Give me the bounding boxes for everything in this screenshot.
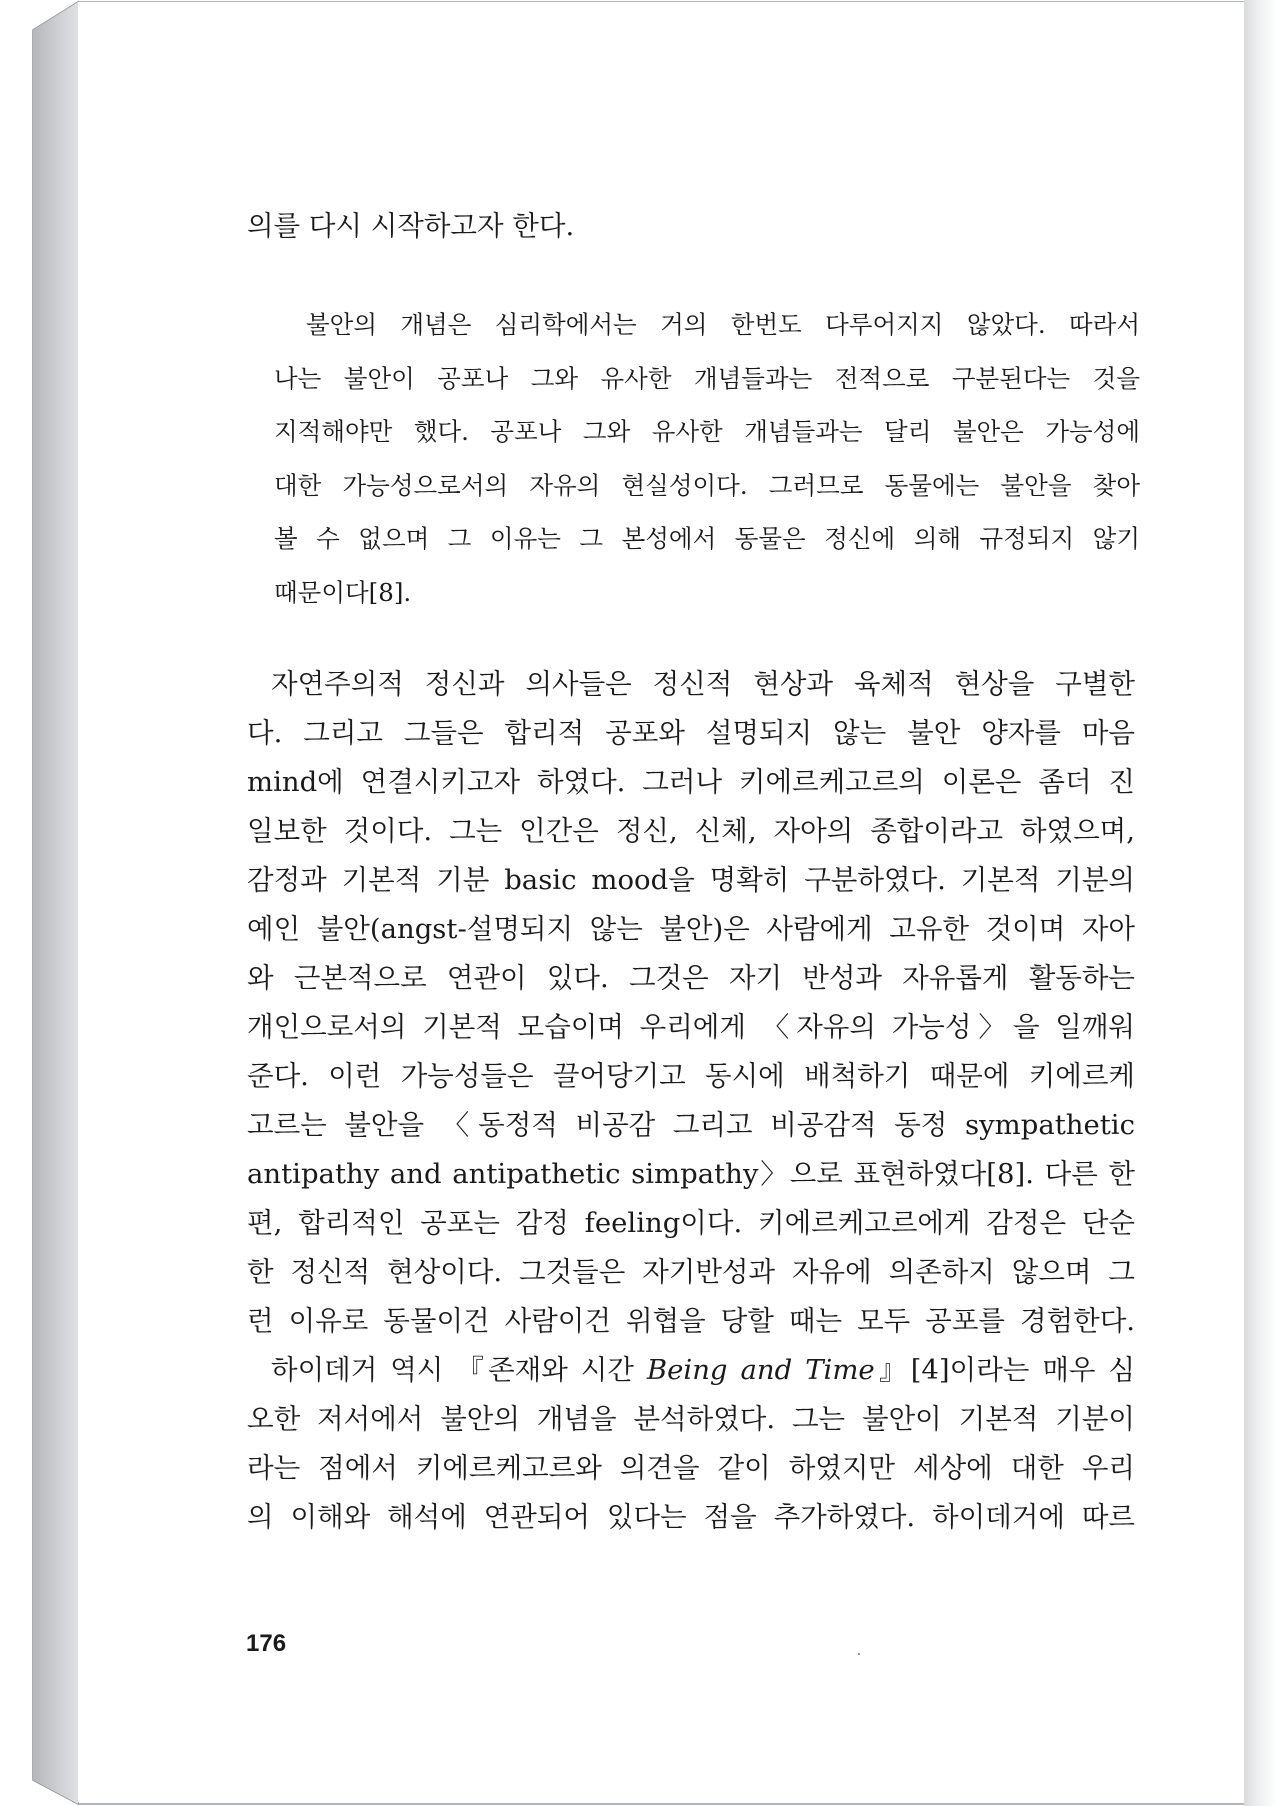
heidegger-line: [247, 1346, 1135, 1395]
heidegger-line-prefix: 하이데거 역시 『존재와 시간: [271, 1354, 647, 1386]
quote-line: 대한 가능성으로서의 자유의 현실성이다. 그러므로 동물에는 불안을 찾아: [274, 470, 1140, 500]
body-line: 준다. 이런 가능성들은 끌어당기고 동시에 배척하기 때문에 키에르케: [247, 1060, 1135, 1092]
body-line: 자연주의적 정신과 의사들은 정신적 현상과 육체적 현상을 구별한: [271, 668, 1135, 700]
body-line: 편, 합리적인 공포는 감정 feeling이다. 키에르케고르에게 감정은 단순: [247, 1207, 1135, 1239]
quote-line: 나는 불안이 공포나 그와 유사한 개념들과는 전적으로 구분된다는 것을: [274, 363, 1140, 393]
body-line: 라는 점에서 키에르케고르와 의견을 같이 하였지만 세상에 대한 우리: [247, 1452, 1135, 1484]
body-line: 의 이해와 해석에 연관되어 있다는 점을 추가하였다. 하이데거에 따르: [247, 1501, 1135, 1533]
page-number: 176: [246, 1630, 287, 1657]
body-line: 고르는 불안을 〈동정적 비공감 그리고 비공감적 동정 sympathetic: [247, 1109, 1135, 1141]
body-line: mind에 연결시키고자 하였다. 그러나 키에르케고르의 이론은 좀더 진: [247, 766, 1135, 798]
body-line: 한 정신적 현상이다. 그것들은 자기반성과 자유에 의존하지 않으며 그: [247, 1256, 1135, 1288]
body-line: 런 이유로 동물이건 사람이건 위협을 당할 때는 모두 공포를 경험한다.: [247, 1305, 1135, 1337]
body-line: 다. 그리고 그들은 합리적 공포와 설명되지 않는 불안 양자를 마음: [247, 717, 1135, 749]
quote-line: 불안의 개념은 심리학에서는 거의 한번도 다루어지지 않았다. 따라서: [306, 310, 1140, 339]
quote-line: 볼 수 없으며 그 이유는 그 본성에서 동물은 정신에 의해 규정되지 않기: [274, 524, 1140, 553]
body-line: 와 근본적으로 연관이 있다. 그것은 자기 반성과 자유롭게 활동하는: [247, 962, 1135, 994]
print-speck: [858, 1653, 860, 1655]
body-line: 감정과 기본적 기분 basic mood을 명확히 구분하였다. 기본적 기분의: [247, 864, 1135, 896]
body-line: antipathy and antipathetic simpathy〉으로 표현하였다[8]. 다른 한: [247, 1158, 1135, 1190]
body-line: 개인으로서의 기본적 모습이며 우리에게 〈자유의 가능성〉을 일깨워: [247, 1011, 1135, 1043]
body-line: 오한 저서에서 불안의 개념을 분석하였다. 그는 불안이 기본적 기분이: [247, 1403, 1135, 1435]
opening-line: 의를 다시 시작하고자 한다.: [247, 210, 575, 242]
quote-line: 지적해야만 했다. 공포나 그와 유사한 개념들과는 달리 불안은 가능성에: [274, 417, 1140, 446]
quote-line: 때문이다[8].: [274, 577, 412, 607]
block-quote: [274, 298, 1140, 619]
heidegger-line-suffix: 』[4]이라는 매우 심: [874, 1354, 1136, 1386]
book-title-italic: Being and Time: [646, 1354, 875, 1386]
body-line: 일보한 것이다. 그는 인간은 정신, 신체, 자아의 종합이라고 하였으며,: [247, 815, 1135, 847]
page-right-edge-shadow: [1244, 0, 1277, 1806]
body-line: 예인 불안(angst-설명되지 않는 불안)은 사람에게 고유한 것이며 자아: [247, 913, 1135, 945]
body-paragraph: [247, 660, 1135, 1542]
